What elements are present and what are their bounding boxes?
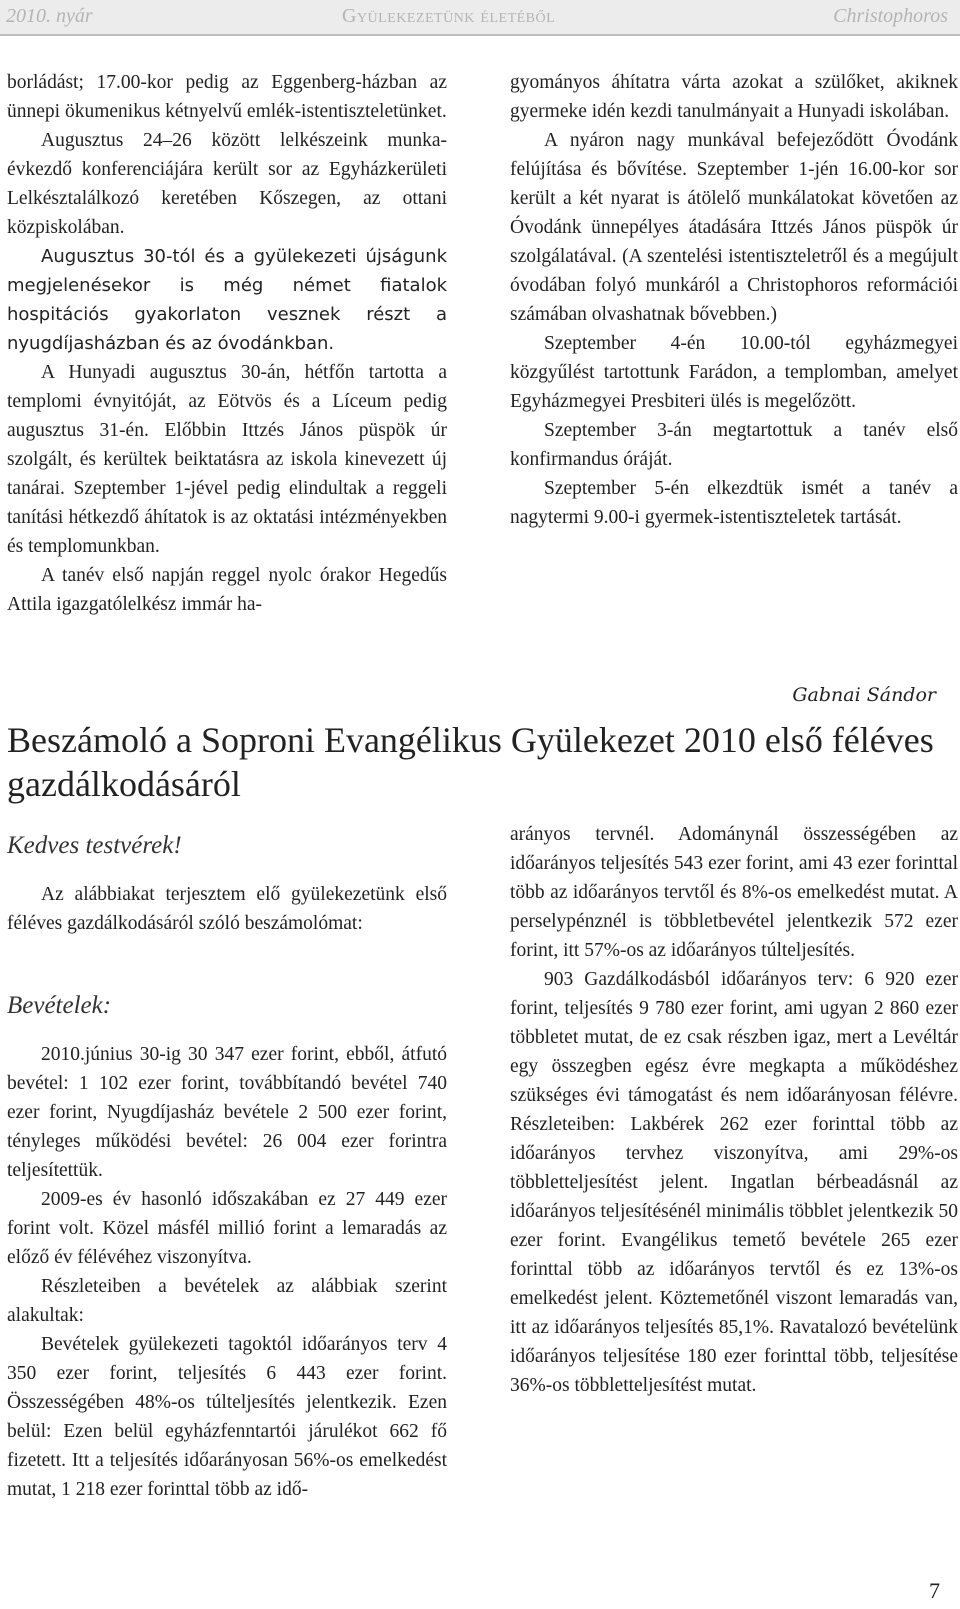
column-right-bottom <box>510 820 958 1400</box>
paragraph: borládást; 17.00-kor pedig az Eggenberg-házban az ünnepi ökumenikus kétnyelvű emlék-istentiszteletünket. <box>7 72 447 122</box>
column-right-top <box>510 68 958 532</box>
paragraph: arányos tervnél. Adománynál összességében az időarányos teljesítés 543 ezer forint, ami 43 ezer forinttal több az időarányos tervtől és 8%-os emelkedést mutat. A perselypénznél is többletbevétel jelentkezik 572 ezer forint, itt 57%-os az időarányos túlteljesítés. <box>510 824 958 961</box>
column-left-top <box>7 68 447 619</box>
paragraph: 2010.június 30-ig 30 347 ezer forint, ebből, átfutó bevétel: 1 102 ezer forint, továbbítandó bevétel 740 ezer forint, Nyugdíjasház bevétele 2 500 ezer forint, tényleges működési bevétel: 26 004 ezer forintra teljesítettük. <box>7 1044 447 1181</box>
paragraph: A tanév első napján reggel nyolc órakor Hegedűs Attila igazgatólelkész immár ha- <box>7 565 447 615</box>
paragraph: Szeptember 3-án megtartottuk a tanév első konfirmandus óráját. <box>510 420 958 470</box>
paragraph: Bevételek gyülekezeti tagoktól időarányos terv 4 350 ezer forint, teljesítés 6 443 ezer forint. Összességében 48%-os túlteljesítés jelentkezik. Ezen belül: Ezen belül egyházfenntartói járulékot 662 fő fizetett. Itt a teljesítés időarányosan 56%-os emelkedést mutat, 1 218 ezer forinttal több az idő- <box>7 1334 447 1500</box>
paragraph: gyományos áhítatra várta azokat a szülőket, akiknek gyermeke idén kezdi tanulmányait a Hunyadi iskolában. <box>510 72 958 122</box>
paragraph: Augusztus 30-tól és a gyülekezeti újságunk megjelenésekor is még német fiatalok hospitációs gyakorlaton vesznek részt a nyugdíjasházban és az óvodánkban. <box>7 246 447 354</box>
running-header <box>0 0 960 36</box>
paragraph: A nyáron nagy munkával befejeződött Óvodánk felújítása és bővítése. Szeptember 1-jén 16.00-kor sor került a két nyarat is átölelő munkálatokat követően az Óvodánk ünnepélyes átadására Ittzés János püspök úr szolgálatával. (A szentelési istentiszteletről és a megújult óvodában folyó munkáról a Christophoros reformációi számában olvashatnak bővebben.) <box>510 130 958 325</box>
paragraph: 2009-es év hasonló időszakában ez 27 449 ezer forint volt. Közel másfél millió forint a lemaradás az előző év félévéhez viszonyítva. <box>7 1189 447 1268</box>
header-issue: 2010. nyár <box>6 5 93 27</box>
greeting: Kedves testvérek! <box>7 832 182 859</box>
article-title: Beszámoló a Soproni Evangélikus Gyülekezet 2010 első féléves gazdálkodásáról <box>7 720 934 804</box>
paragraph: 903 Gazdálkodásból időarányos terv: 6 920 ezer forint, teljesítés 9 780 ezer forint, ami ugyan 2 860 ezer többletet mutat, de ez csak részben igaz, mert a Levéltár egy összegben egész évre megkapta a működéshez szükséges évi támogatást és nem időarányosan félévre. Részleteiben: Lakbérek 262 ezer forinttal több az időarányos tervhez viszonyítva, ami 29%-os többletteljesítést jelent. Ingatlan bérbeadásnál az időarányos teljesítésénél minimális többlet jelentkezik 50 ezer forint. Evangélikus temető bevétele 265 ezer forinttal több az időarányos tervtől és ez 13%-os emelkedést jelent. Köztemetőnél viszont lemaradás van, itt az időarányos teljesítés 85,1%. Ravatalozó bevételünk időarányos teljesítése 180 ezer forinttal több, teljesítése 36%-os többletteljesítést mutat. <box>510 969 958 1396</box>
author-signature: Gabnai Sándor <box>792 684 936 706</box>
intro-paragraph: Az alábbiakat terjesztem elő gyülekezetünk első féléves gazdálkodásáról szóló beszámolómat: <box>7 884 447 934</box>
header-publication: Christophoros <box>833 5 948 27</box>
paragraph: A Hunyadi augusztus 30-án, hétfőn tartotta a templomi évnyitóját, az Eötvös és a Líceum pedig augusztus 31-én. Előbbin Ittzés János püspök úr szolgált, és kerültek beiktatásra az iskola kinevezett új tanárai. Szeptember 1-jével pedig elindultak a reggeli tanítási hétkezdő áhítatok is az oktatási intézményekben és templomunkban. <box>7 362 447 557</box>
column-left-bottom <box>7 1040 447 1504</box>
page-number: 7 <box>929 1578 940 1603</box>
header-section: Gyülekezetünk életéből <box>342 5 556 27</box>
paragraph: Augusztus 24–26 között lelkészeink munka-évkezdő konferenciájára került sor az Egyházkerületi Lelkésztalálkozó keretében Kőszegen, az ottani közpiskolában. <box>7 130 447 238</box>
paragraph: Szeptember 4-én 10.00-tól egyházmegyei közgyűlést tartottunk Farádon, a templomban, amelyet Egyházmegyei Presbiteri ülés is megelőzött. <box>510 333 958 412</box>
paragraph: Részleteiben a bevételek az alábbiak szerint alakultak: <box>7 1276 447 1326</box>
intro <box>7 880 447 938</box>
paragraph: Szeptember 5-én elkezdtük ismét a tanév a nagytermi 9.00-i gyermek-istentiszteletek tartását. <box>510 478 958 528</box>
section-subheading: Bevételek: <box>7 992 112 1019</box>
